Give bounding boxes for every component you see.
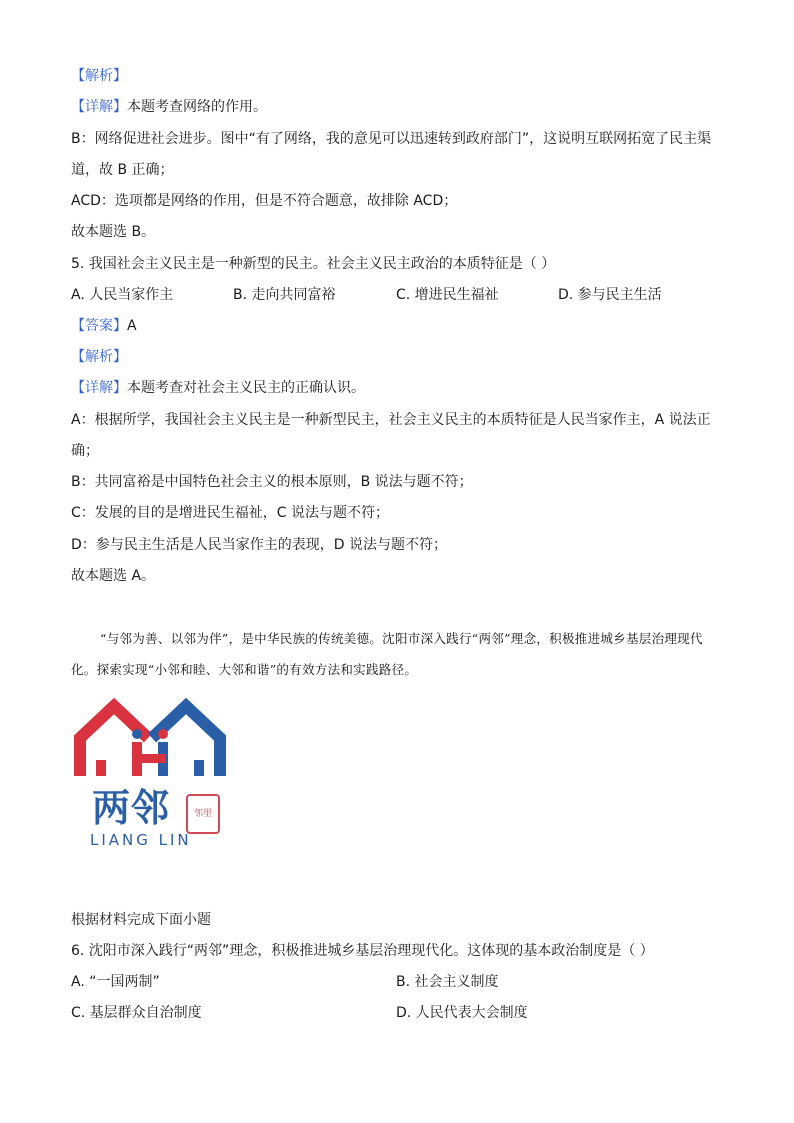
- logo-main-text: 两邻: [92, 786, 171, 830]
- q5-answer-line: [71, 316, 137, 336]
- q4-conclusion: 故本题选 B。: [71, 224, 156, 240]
- q4-analysis-tag: 【解析】: [71, 68, 127, 84]
- logo-seal: 邻里: [186, 794, 220, 834]
- q5-line-b: B：共同富裕是中国特色社会主义的根本原则，B 说法与题不符；: [71, 474, 473, 490]
- q6-option-a: A. “一国两制”: [71, 974, 160, 990]
- liang-lin-logo: [74, 694, 226, 864]
- q5-analysis-tag: 【解析】: [71, 349, 127, 365]
- q4-detail-line: [71, 97, 267, 117]
- q5-line-a-2: 确；: [71, 443, 99, 459]
- q5-option-a: A. 人民当家作主: [71, 287, 174, 303]
- q6-option-d: D. 人民代表大会制度: [396, 1005, 528, 1021]
- q5-answer-tag: 【答案】: [71, 318, 127, 334]
- material-passage: “与邻为善、以邻为伴”，是中华民族的传统美德。沈阳市深入践行“两邻”理念，积极推进城乡基层治理现代化。探索实现“小邻和睦、大邻和谐”的有效方法和实践路径。: [71, 631, 703, 677]
- q5-option-d: D. 参与民主生活: [558, 287, 662, 303]
- q6-option-b: B. 社会主义制度: [396, 974, 499, 990]
- q5-detail-tag: 【详解】: [71, 380, 127, 396]
- q6-option-c: C. 基层群众自治制度: [71, 1005, 202, 1021]
- q5-line-d: D：参与民主生活是人民当家作主的表现，D 说法与题不符；: [71, 537, 448, 553]
- q5-detail-line: [71, 378, 365, 398]
- q5-option-b: B. 走向共同富裕: [233, 287, 336, 303]
- q5-line-a-1: A：根据所学，我国社会主义民主是一种新型民主，社会主义民主的本质特征是人民当家作主，A 说法正: [71, 412, 711, 428]
- q5-answer: A: [127, 318, 137, 334]
- house-icon: [74, 694, 226, 786]
- q4-detail-text: 本题考查网络的作用。: [127, 99, 267, 115]
- q4-line-b-2: 道，故 B 正确；: [71, 162, 174, 178]
- q5-line-c: C：发展的目的是增进民生福祉，C 说法与题不符；: [71, 505, 389, 521]
- q6-stem: 6. 沈阳市深入践行“两邻”理念，积极推进城乡基层治理现代化。这体现的基本政治制度是（ ）: [71, 943, 654, 959]
- q5-detail-text: 本题考查对社会主义民主的正确认识。: [127, 380, 365, 396]
- q4-line-b-1: B：网络促进社会进步。图中“有了网络，我的意见可以迅速转到政府部门”，这说明互联网拓宽了民主渠: [71, 131, 712, 147]
- q5-conclusion: 故本题选 A。: [71, 568, 156, 584]
- q6-intro: 根据材料完成下面小题: [71, 912, 211, 928]
- q4-detail-tag: 【详解】: [71, 99, 127, 115]
- q5-stem: 5. 我国社会主义民主是一种新型的民主。社会主义民主政治的本质特征是（ ）: [71, 256, 556, 272]
- q5-option-c: C. 增进民生福祉: [396, 287, 499, 303]
- q4-line-acd: ACD：选项都是网络的作用，但是不符合题意，故排除 ACD；: [71, 193, 458, 209]
- logo-sub-text: LIANG LIN: [90, 831, 192, 849]
